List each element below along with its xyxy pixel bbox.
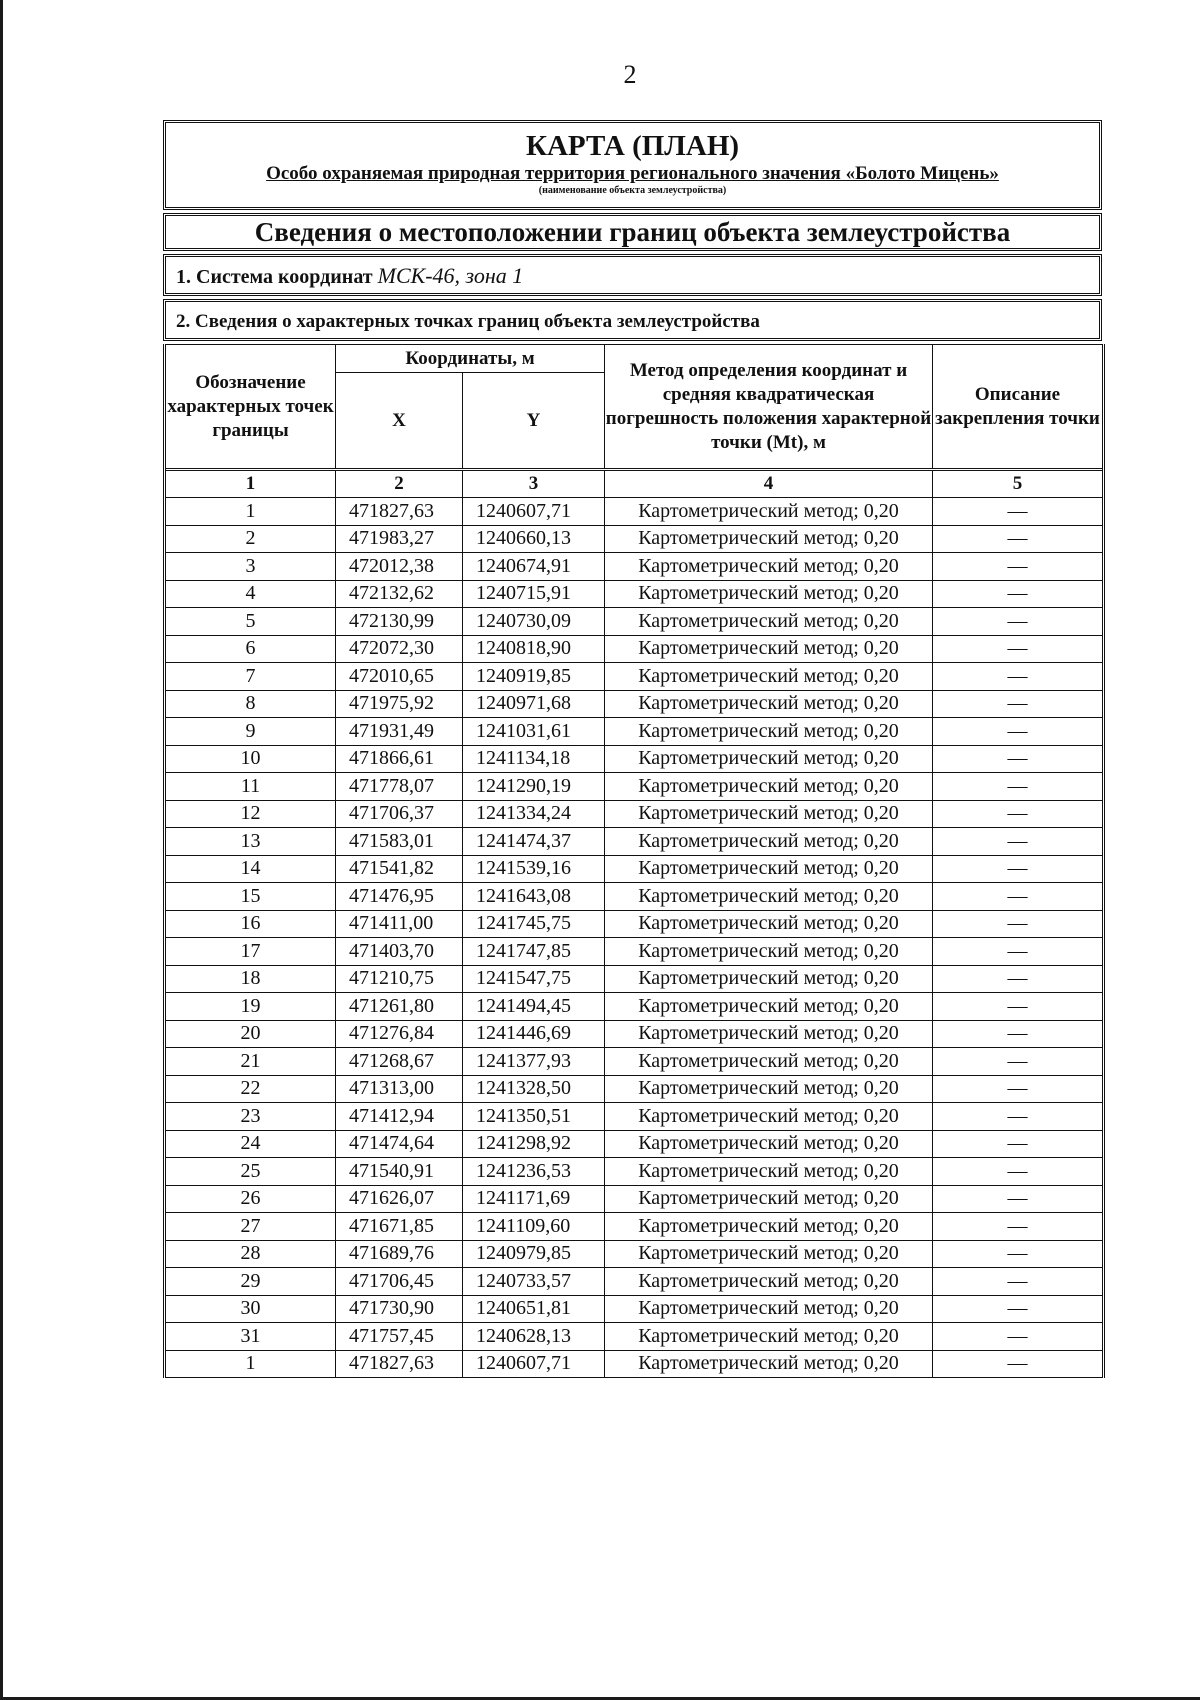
description-cell: — xyxy=(933,1048,1104,1076)
point-id-cell: 12 xyxy=(165,800,336,828)
point-id-cell: 30 xyxy=(165,1295,336,1323)
document-title: КАРТА (ПЛАН) xyxy=(525,130,740,162)
description-cell: — xyxy=(933,1323,1104,1351)
point-id-cell: 26 xyxy=(165,1185,336,1213)
method-cell: Картометрический метод; 0,20 xyxy=(605,1103,933,1131)
table-row xyxy=(165,1295,1104,1323)
table-row xyxy=(165,663,1104,691)
y-coordinate-cell: 1240818,90 xyxy=(463,635,605,663)
table-row xyxy=(165,553,1104,581)
object-name-note: (наименование объекта землеустройства) xyxy=(538,185,727,196)
point-id-cell: 10 xyxy=(165,745,336,773)
table-row xyxy=(165,1268,1104,1296)
point-id-cell: 14 xyxy=(165,855,336,883)
table-row xyxy=(165,1075,1104,1103)
table-row xyxy=(165,910,1104,938)
y-coordinate-cell: 1240715,91 xyxy=(463,580,605,608)
y-coordinate-cell: 1241474,37 xyxy=(463,828,605,856)
y-coordinate-cell: 1241290,19 xyxy=(463,773,605,801)
x-coordinate-cell: 471474,64 xyxy=(336,1130,463,1158)
description-cell: — xyxy=(933,1103,1104,1131)
method-cell: Картометрический метод; 0,20 xyxy=(605,828,933,856)
y-coordinate-cell: 1240674,91 xyxy=(463,553,605,581)
method-cell: Картометрический метод; 0,20 xyxy=(605,910,933,938)
page-number: 2 xyxy=(623,60,637,89)
point-id-cell: 18 xyxy=(165,965,336,993)
y-coordinate-cell: 1241350,51 xyxy=(463,1103,605,1131)
header-point-designation: Обозначение характерных точек границы xyxy=(165,345,336,470)
method-cell: Картометрический метод; 0,20 xyxy=(605,938,933,966)
table-row xyxy=(165,883,1104,911)
method-cell: Картометрический метод; 0,20 xyxy=(605,690,933,718)
header-description: Описание закрепления точки xyxy=(933,345,1104,470)
description-cell: — xyxy=(933,1240,1104,1268)
y-coordinate-cell: 1241236,53 xyxy=(463,1158,605,1186)
description-cell: — xyxy=(933,1130,1104,1158)
description-cell: — xyxy=(933,718,1104,746)
description-cell: — xyxy=(933,635,1104,663)
y-coordinate-cell: 1241377,93 xyxy=(463,1048,605,1076)
points-table-body xyxy=(165,498,1104,1378)
x-coordinate-cell: 472130,99 xyxy=(336,608,463,636)
y-coordinate-cell: 1241539,16 xyxy=(463,855,605,883)
x-coordinate-cell: 472072,30 xyxy=(336,635,463,663)
description-cell: — xyxy=(933,498,1104,526)
x-coordinate-cell: 471313,00 xyxy=(336,1075,463,1103)
description-cell: — xyxy=(933,663,1104,691)
table-row xyxy=(165,855,1104,883)
x-coordinate-cell: 471411,00 xyxy=(336,910,463,938)
point-id-cell: 22 xyxy=(165,1075,336,1103)
x-coordinate-cell: 471476,95 xyxy=(336,883,463,911)
method-cell: Картометрический метод; 0,20 xyxy=(605,800,933,828)
table-row xyxy=(165,1048,1104,1076)
table-row xyxy=(165,608,1104,636)
y-coordinate-cell: 1240660,13 xyxy=(463,525,605,553)
point-id-cell: 11 xyxy=(165,773,336,801)
y-coordinate-cell: 1241328,50 xyxy=(463,1075,605,1103)
point-id-cell: 1 xyxy=(165,1350,336,1378)
column-number: 4 xyxy=(605,470,933,498)
method-cell: Картометрический метод; 0,20 xyxy=(605,993,933,1021)
method-cell: Картометрический метод; 0,20 xyxy=(605,1020,933,1048)
description-cell: — xyxy=(933,800,1104,828)
description-cell: — xyxy=(933,1350,1104,1378)
column-number: 2 xyxy=(336,470,463,498)
table-row xyxy=(165,1185,1104,1213)
x-coordinate-cell: 471730,90 xyxy=(336,1295,463,1323)
point-id-cell: 31 xyxy=(165,1323,336,1351)
point-id-cell: 1 xyxy=(165,498,336,526)
method-cell: Картометрический метод; 0,20 xyxy=(605,1323,933,1351)
description-cell: — xyxy=(933,1295,1104,1323)
method-cell: Картометрический метод; 0,20 xyxy=(605,1240,933,1268)
y-coordinate-cell: 1240651,81 xyxy=(463,1295,605,1323)
method-cell: Картометрический метод; 0,20 xyxy=(605,1130,933,1158)
y-coordinate-cell: 1240607,71 xyxy=(463,498,605,526)
x-coordinate-cell: 471975,92 xyxy=(336,690,463,718)
method-cell: Картометрический метод; 0,20 xyxy=(605,553,933,581)
method-cell: Картометрический метод; 0,20 xyxy=(605,1295,933,1323)
method-cell: Картометрический метод; 0,20 xyxy=(605,1048,933,1076)
x-coordinate-cell: 471541,82 xyxy=(336,855,463,883)
point-id-cell: 29 xyxy=(165,1268,336,1296)
header-y: Y xyxy=(463,373,605,470)
y-coordinate-cell: 1240607,71 xyxy=(463,1350,605,1378)
y-coordinate-cell: 1240971,68 xyxy=(463,690,605,718)
point-id-cell: 23 xyxy=(165,1103,336,1131)
x-coordinate-cell: 471261,80 xyxy=(336,993,463,1021)
y-coordinate-cell: 1241109,60 xyxy=(463,1213,605,1241)
points-table xyxy=(163,344,1105,1378)
x-coordinate-cell: 471412,94 xyxy=(336,1103,463,1131)
description-cell: — xyxy=(933,855,1104,883)
method-cell: Картометрический метод; 0,20 xyxy=(605,965,933,993)
point-id-cell: 24 xyxy=(165,1130,336,1158)
description-cell: — xyxy=(933,608,1104,636)
point-id-cell: 7 xyxy=(165,663,336,691)
document-body xyxy=(163,120,1102,1378)
table-row xyxy=(165,1240,1104,1268)
y-coordinate-cell: 1241334,24 xyxy=(463,800,605,828)
coord-system-value: МСК-46, зона 1 xyxy=(377,263,524,288)
x-coordinate-cell: 472012,38 xyxy=(336,553,463,581)
table-row xyxy=(165,635,1104,663)
table-row xyxy=(165,498,1104,526)
table-row xyxy=(165,690,1104,718)
scan-edge-left xyxy=(0,0,3,1700)
point-id-cell: 25 xyxy=(165,1158,336,1186)
header-method-text: Метод определения координат и средняя квадратическая погрешность положения характерной точки (Mt), м xyxy=(605,359,932,453)
x-coordinate-cell: 471689,76 xyxy=(336,1240,463,1268)
description-cell: — xyxy=(933,745,1104,773)
description-cell: — xyxy=(933,938,1104,966)
table-row xyxy=(165,938,1104,966)
description-cell: — xyxy=(933,828,1104,856)
y-coordinate-cell: 1241031,61 xyxy=(463,718,605,746)
point-id-cell: 17 xyxy=(165,938,336,966)
table-row xyxy=(165,1130,1104,1158)
point-id-cell: 6 xyxy=(165,635,336,663)
x-coordinate-cell: 472132,62 xyxy=(336,580,463,608)
x-coordinate-cell: 471626,07 xyxy=(336,1185,463,1213)
table-row xyxy=(165,1020,1104,1048)
x-coordinate-cell: 471706,45 xyxy=(336,1268,463,1296)
table-row xyxy=(165,993,1104,1021)
y-coordinate-cell: 1241547,75 xyxy=(463,965,605,993)
point-id-cell: 27 xyxy=(165,1213,336,1241)
x-coordinate-cell: 471827,63 xyxy=(336,1350,463,1378)
description-cell: — xyxy=(933,525,1104,553)
header-x: X xyxy=(336,373,463,470)
x-coordinate-cell: 471268,67 xyxy=(336,1048,463,1076)
x-coordinate-cell: 471866,61 xyxy=(336,745,463,773)
point-id-cell: 16 xyxy=(165,910,336,938)
description-cell: — xyxy=(933,1075,1104,1103)
point-id-cell: 4 xyxy=(165,580,336,608)
y-coordinate-cell: 1241134,18 xyxy=(463,745,605,773)
column-number-row xyxy=(165,470,1104,498)
method-cell: Картометрический метод; 0,20 xyxy=(605,773,933,801)
method-cell: Картометрический метод; 0,20 xyxy=(605,580,933,608)
y-coordinate-cell: 1240919,85 xyxy=(463,663,605,691)
x-coordinate-cell: 471983,27 xyxy=(336,525,463,553)
column-number: 1 xyxy=(165,470,336,498)
header-box xyxy=(163,120,1102,210)
x-coordinate-cell: 471210,75 xyxy=(336,965,463,993)
method-cell: Картометрический метод; 0,20 xyxy=(605,1350,933,1378)
method-cell: Картометрический метод; 0,20 xyxy=(605,718,933,746)
x-coordinate-cell: 471276,84 xyxy=(336,1020,463,1048)
description-cell: — xyxy=(933,910,1104,938)
y-coordinate-cell: 1240730,09 xyxy=(463,608,605,636)
description-cell: — xyxy=(933,965,1104,993)
description-cell: — xyxy=(933,773,1104,801)
method-cell: Картометрический метод; 0,20 xyxy=(605,1213,933,1241)
method-cell: Картометрический метод; 0,20 xyxy=(605,1075,933,1103)
y-coordinate-cell: 1240733,57 xyxy=(463,1268,605,1296)
y-coordinate-cell: 1241643,08 xyxy=(463,883,605,911)
description-cell: — xyxy=(933,690,1104,718)
method-cell: Картометрический метод; 0,20 xyxy=(605,1185,933,1213)
point-id-cell: 9 xyxy=(165,718,336,746)
table-row xyxy=(165,745,1104,773)
coord-system-label: 1. Система координат xyxy=(176,266,373,288)
method-cell: Картометрический метод; 0,20 xyxy=(605,663,933,691)
point-id-cell: 3 xyxy=(165,553,336,581)
table-row xyxy=(165,580,1104,608)
method-cell: Картометрический метод; 0,20 xyxy=(605,883,933,911)
method-cell: Картометрический метод; 0,20 xyxy=(605,635,933,663)
description-cell: — xyxy=(933,1158,1104,1186)
method-cell: Картометрический метод; 0,20 xyxy=(605,745,933,773)
coord-system-row xyxy=(163,254,1102,296)
description-cell: — xyxy=(933,883,1104,911)
x-coordinate-cell: 471403,70 xyxy=(336,938,463,966)
table-row xyxy=(165,1323,1104,1351)
description-cell: — xyxy=(933,1213,1104,1241)
x-coordinate-cell: 471706,37 xyxy=(336,800,463,828)
header-method xyxy=(605,345,933,470)
x-coordinate-cell: 471931,49 xyxy=(336,718,463,746)
point-id-cell: 5 xyxy=(165,608,336,636)
y-coordinate-cell: 1241494,45 xyxy=(463,993,605,1021)
table-row xyxy=(165,1213,1104,1241)
method-cell: Картометрический метод; 0,20 xyxy=(605,855,933,883)
x-coordinate-cell: 471757,45 xyxy=(336,1323,463,1351)
description-cell: — xyxy=(933,580,1104,608)
method-cell: Картометрический метод; 0,20 xyxy=(605,525,933,553)
description-cell: — xyxy=(933,1185,1104,1213)
y-coordinate-cell: 1240628,13 xyxy=(463,1323,605,1351)
point-id-cell: 21 xyxy=(165,1048,336,1076)
y-coordinate-cell: 1240979,85 xyxy=(463,1240,605,1268)
point-id-cell: 2 xyxy=(165,525,336,553)
y-coordinate-cell: 1241171,69 xyxy=(463,1185,605,1213)
method-cell: Картометрический метод; 0,20 xyxy=(605,608,933,636)
description-cell: — xyxy=(933,553,1104,581)
column-number: 5 xyxy=(933,470,1104,498)
method-cell: Картометрический метод; 0,20 xyxy=(605,1268,933,1296)
table-row xyxy=(165,718,1104,746)
y-coordinate-cell: 1241747,85 xyxy=(463,938,605,966)
header-coordinates: Координаты, м xyxy=(336,345,605,373)
y-coordinate-cell: 1241745,75 xyxy=(463,910,605,938)
table-row xyxy=(165,1158,1104,1186)
description-cell: — xyxy=(933,1020,1104,1048)
y-coordinate-cell: 1241298,92 xyxy=(463,1130,605,1158)
point-id-cell: 28 xyxy=(165,1240,336,1268)
table-row xyxy=(165,965,1104,993)
point-id-cell: 19 xyxy=(165,993,336,1021)
table-row xyxy=(165,525,1104,553)
column-number: 3 xyxy=(463,470,605,498)
x-coordinate-cell: 472010,65 xyxy=(336,663,463,691)
x-coordinate-cell: 471671,85 xyxy=(336,1213,463,1241)
y-coordinate-cell: 1241446,69 xyxy=(463,1020,605,1048)
table-row xyxy=(165,1350,1104,1378)
method-cell: Картометрический метод; 0,20 xyxy=(605,1158,933,1186)
section-title: Сведения о местоположении границ объекта землеустройства xyxy=(163,213,1102,251)
table-row xyxy=(165,1103,1104,1131)
point-id-cell: 15 xyxy=(165,883,336,911)
table-row xyxy=(165,828,1104,856)
description-cell: — xyxy=(933,1268,1104,1296)
point-id-cell: 8 xyxy=(165,690,336,718)
point-id-cell: 13 xyxy=(165,828,336,856)
x-coordinate-cell: 471583,01 xyxy=(336,828,463,856)
table-row xyxy=(165,773,1104,801)
object-name: Особо охраняемая природная территория регионального значения «Болото Мицень» xyxy=(266,163,999,184)
method-cell: Картометрический метод; 0,20 xyxy=(605,498,933,526)
x-coordinate-cell: 471778,07 xyxy=(336,773,463,801)
table-row xyxy=(165,800,1104,828)
x-coordinate-cell: 471540,91 xyxy=(336,1158,463,1186)
point-id-cell: 20 xyxy=(165,1020,336,1048)
description-cell: — xyxy=(933,993,1104,1021)
points-section-title: 2. Сведения о характерных точках границ объекта землеустройства xyxy=(163,299,1102,341)
x-coordinate-cell: 471827,63 xyxy=(336,498,463,526)
